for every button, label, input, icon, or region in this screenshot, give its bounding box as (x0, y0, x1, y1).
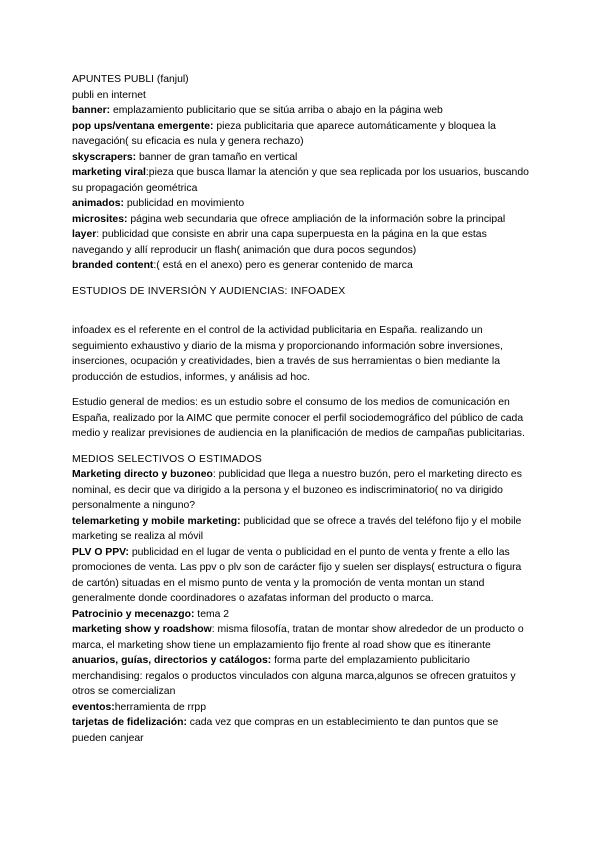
term-definition: : publicidad que consiste en abrir una capa superpuesta en la página en la que estas navegando y allí reproducir un flash( animación que dura pocos segundos) (72, 229, 487, 256)
term-label: skyscrapers: (72, 151, 137, 163)
term-definition: emplazamiento publicitario que se sitúa arriba o abajo en la página web (110, 105, 443, 116)
term-definition: banner de gran tamaño en vertical (136, 151, 298, 163)
infoadex-paragraph: infoadex es el referente en el control de la actividad publicitaria en España. realizando un seguimiento exhaustivo y diario de la misma y proporcionando información sobre inversiones, inserciones, ocupación y creatividades, bien a través de sus herramientas o bien mediante la producción de estudios, informes, y análisis ad hoc. (72, 325, 503, 383)
term-entry (72, 545, 532, 607)
section-heading-selective-media: MEDIOS SELECTIVOS O ESTIMADOS (72, 453, 262, 465)
term-entry (72, 196, 532, 212)
term-definition: pieza publicitaria que aparece automáticamente y bloquea la navegación( su eficacia es nula y genera rechazo) (72, 120, 496, 147)
term-definition: forma parte del emplazamiento publicitario merchandising: regalos o productos vinculados con alguna marca,algunos se ofrecen gratuitos y otros se comercializan (72, 655, 516, 697)
term-entry (72, 607, 532, 623)
section-heading-infoadex: ESTUDIOS DE INVERSIÓN Y AUDIENCIAS: INFOADEX (72, 285, 346, 297)
term-entry (72, 622, 532, 653)
term-label: telemarketing y mobile marketing: (72, 515, 241, 527)
term-label: branded content (72, 260, 154, 271)
term-entry (72, 715, 532, 746)
term-definition: cada vez que compras en un establecimiento te dan puntos que se pueden canjear (72, 717, 499, 744)
term-entry (72, 514, 532, 545)
term-label: animados: (72, 198, 124, 209)
internet-terms-list (72, 103, 532, 274)
term-entry (72, 119, 532, 150)
term-definition: tema 2 (194, 608, 230, 620)
term-definition: :( está en el anexo) pero es generar contenido de marca (153, 260, 413, 271)
selective-terms-list (72, 467, 532, 746)
document-page (72, 72, 532, 746)
term-entry (72, 467, 532, 514)
term-definition: :pieza que busca llamar la atención y que sea replicada por los usuarios, buscando su propagación geométrica (72, 167, 529, 194)
term-definition: herramienta de rrpp (114, 701, 206, 713)
term-label: marketing viral (72, 167, 146, 178)
term-label: layer (72, 229, 97, 240)
term-label: marketing show y roadshow (72, 624, 212, 635)
term-definition: publicidad que se ofrece a través del teléfono fijo y el mobile marketing se realiza al móvil (72, 515, 522, 542)
egm-paragraph: Estudio general de medios: es un estudio sobre el consumo de los medios de comunicación en España, realizado por la AIMC que permite conocer el perfil sociodemográfico del público de cada medio y realizar previsiones de audiencia en la planificación de medios de campañas publicitarias. (72, 397, 525, 439)
term-label: pop ups/ventana emergente: (72, 120, 214, 132)
term-definition: publicidad en movimiento (123, 198, 245, 209)
term-definition: publicidad en el lugar de venta o publicidad en el punto de venta y frente a ello las promociones de venta. Las ppv o plv son de carácter fijo y suelen ser displays( estructura o figura de cartón) situadas en el mismo punto de venta y la promoción de venta montan un stand generalmente donde coordinadores o azafatas informan del producto o marca. (72, 546, 522, 604)
term-label: PLV O PPV: (72, 546, 129, 558)
term-definition: : misma filosofía, tratan de montar show alrededor de un producto o marca, el marketing show tiene un emplazamiento fijo frente al road show que es itinerante (72, 624, 524, 651)
term-entry (72, 212, 532, 228)
term-entry (72, 653, 532, 700)
term-entry (72, 103, 532, 119)
document-title: APUNTES PUBLI (fanjul) (72, 74, 189, 85)
term-definition: página web secundaria que ofrece ampliación de la información sobre la principal (127, 213, 506, 225)
term-label: tarjetas de fidelización: (72, 717, 187, 728)
term-entry (72, 258, 532, 274)
term-label: banner: (72, 105, 111, 116)
term-entry (72, 150, 532, 166)
term-label: Patrocinio y mecenazgo: (72, 608, 195, 620)
term-entry (72, 700, 532, 716)
term-entry (72, 227, 532, 258)
term-label: anuarios, guías, directorios y catálogos: (72, 655, 272, 666)
term-label: Marketing directo y buzoneo (72, 469, 213, 480)
document-subtitle: publi en internet (72, 89, 146, 101)
term-entry (72, 165, 532, 196)
term-label: microsites: (72, 213, 128, 225)
term-definition: : publicidad que llega a nuestro buzón, pero el marketing directo es nominal, es decir que va dirigido a la persona y el buzoneo es indiscriminatorio( no va dirigido personalmente a ninguno? (72, 469, 522, 511)
term-label: eventos: (72, 701, 115, 713)
